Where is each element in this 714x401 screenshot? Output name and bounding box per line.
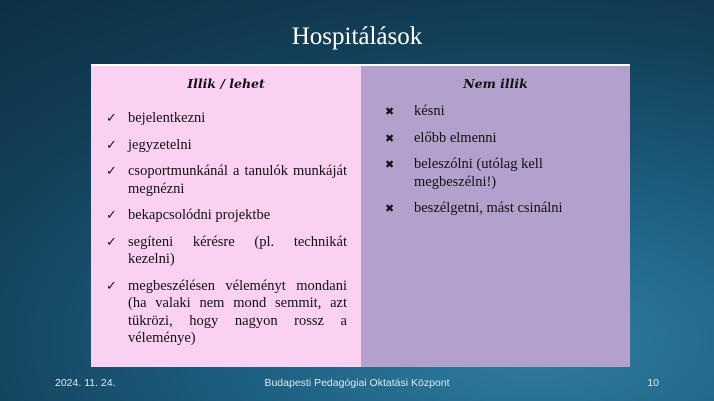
slide-title: Hospitálások <box>291 23 423 50</box>
not-allowed-column-header: Nem illik <box>463 76 528 91</box>
list-item-text: beszélgetni, mást csinálni <box>414 200 563 216</box>
cross-icon: ✖ <box>385 202 395 215</box>
rules-table <box>91 64 630 367</box>
list-item-text: előbb elmenni <box>414 129 497 146</box>
cross-icon: ✖ <box>385 105 395 118</box>
checkmark-icon: ✓ <box>106 164 117 179</box>
list-item <box>106 163 347 198</box>
list-item-text: bejelentkezni <box>128 110 206 126</box>
list-item-text: bekapcsolódni projektbe <box>128 207 271 223</box>
footer-organization: Budapesti Pedagógiai Oktatási Központ <box>264 377 450 389</box>
not-allowed-column <box>361 66 630 367</box>
footer-date: 2024. 11. 24. <box>55 377 116 389</box>
list-item <box>106 137 347 155</box>
list-item-text: késni <box>414 103 445 119</box>
slide-number: 10 <box>647 377 659 389</box>
list-item <box>106 234 347 269</box>
list-item <box>385 103 585 121</box>
allowed-list <box>106 110 347 357</box>
list-item-text: beleszólni (utólag kell megbeszélni!) <box>414 156 543 190</box>
list-item-text: megbeszélésen véleményt mondani (ha valaki nem mond semmit, azt tükrözi, hogy nagyon rossz a véleménye) <box>128 277 347 346</box>
list-item <box>106 278 347 348</box>
list-item <box>106 207 347 225</box>
list-item-text: jegyzetelni <box>128 136 192 153</box>
list-item <box>106 110 347 128</box>
list-item-text: segíteni kérésre (pl. technikát kezelni) <box>128 233 347 267</box>
allowed-column <box>91 66 361 367</box>
allowed-column-header: Illik / lehet <box>187 76 265 91</box>
list-item <box>385 130 585 148</box>
checkmark-icon: ✓ <box>106 137 117 153</box>
list-item <box>385 200 585 218</box>
checkmark-icon: ✓ <box>106 234 117 250</box>
checkmark-icon: ✓ <box>106 208 117 223</box>
not-allowed-list <box>385 103 585 227</box>
list-item <box>385 156 585 191</box>
cross-icon: ✖ <box>385 131 395 145</box>
list-item-text: csoportmunkánál a tanulók munkáját megnézni <box>128 163 347 197</box>
cross-icon: ✖ <box>385 158 395 171</box>
checkmark-icon: ✓ <box>106 111 117 126</box>
checkmark-icon: ✓ <box>106 278 117 294</box>
